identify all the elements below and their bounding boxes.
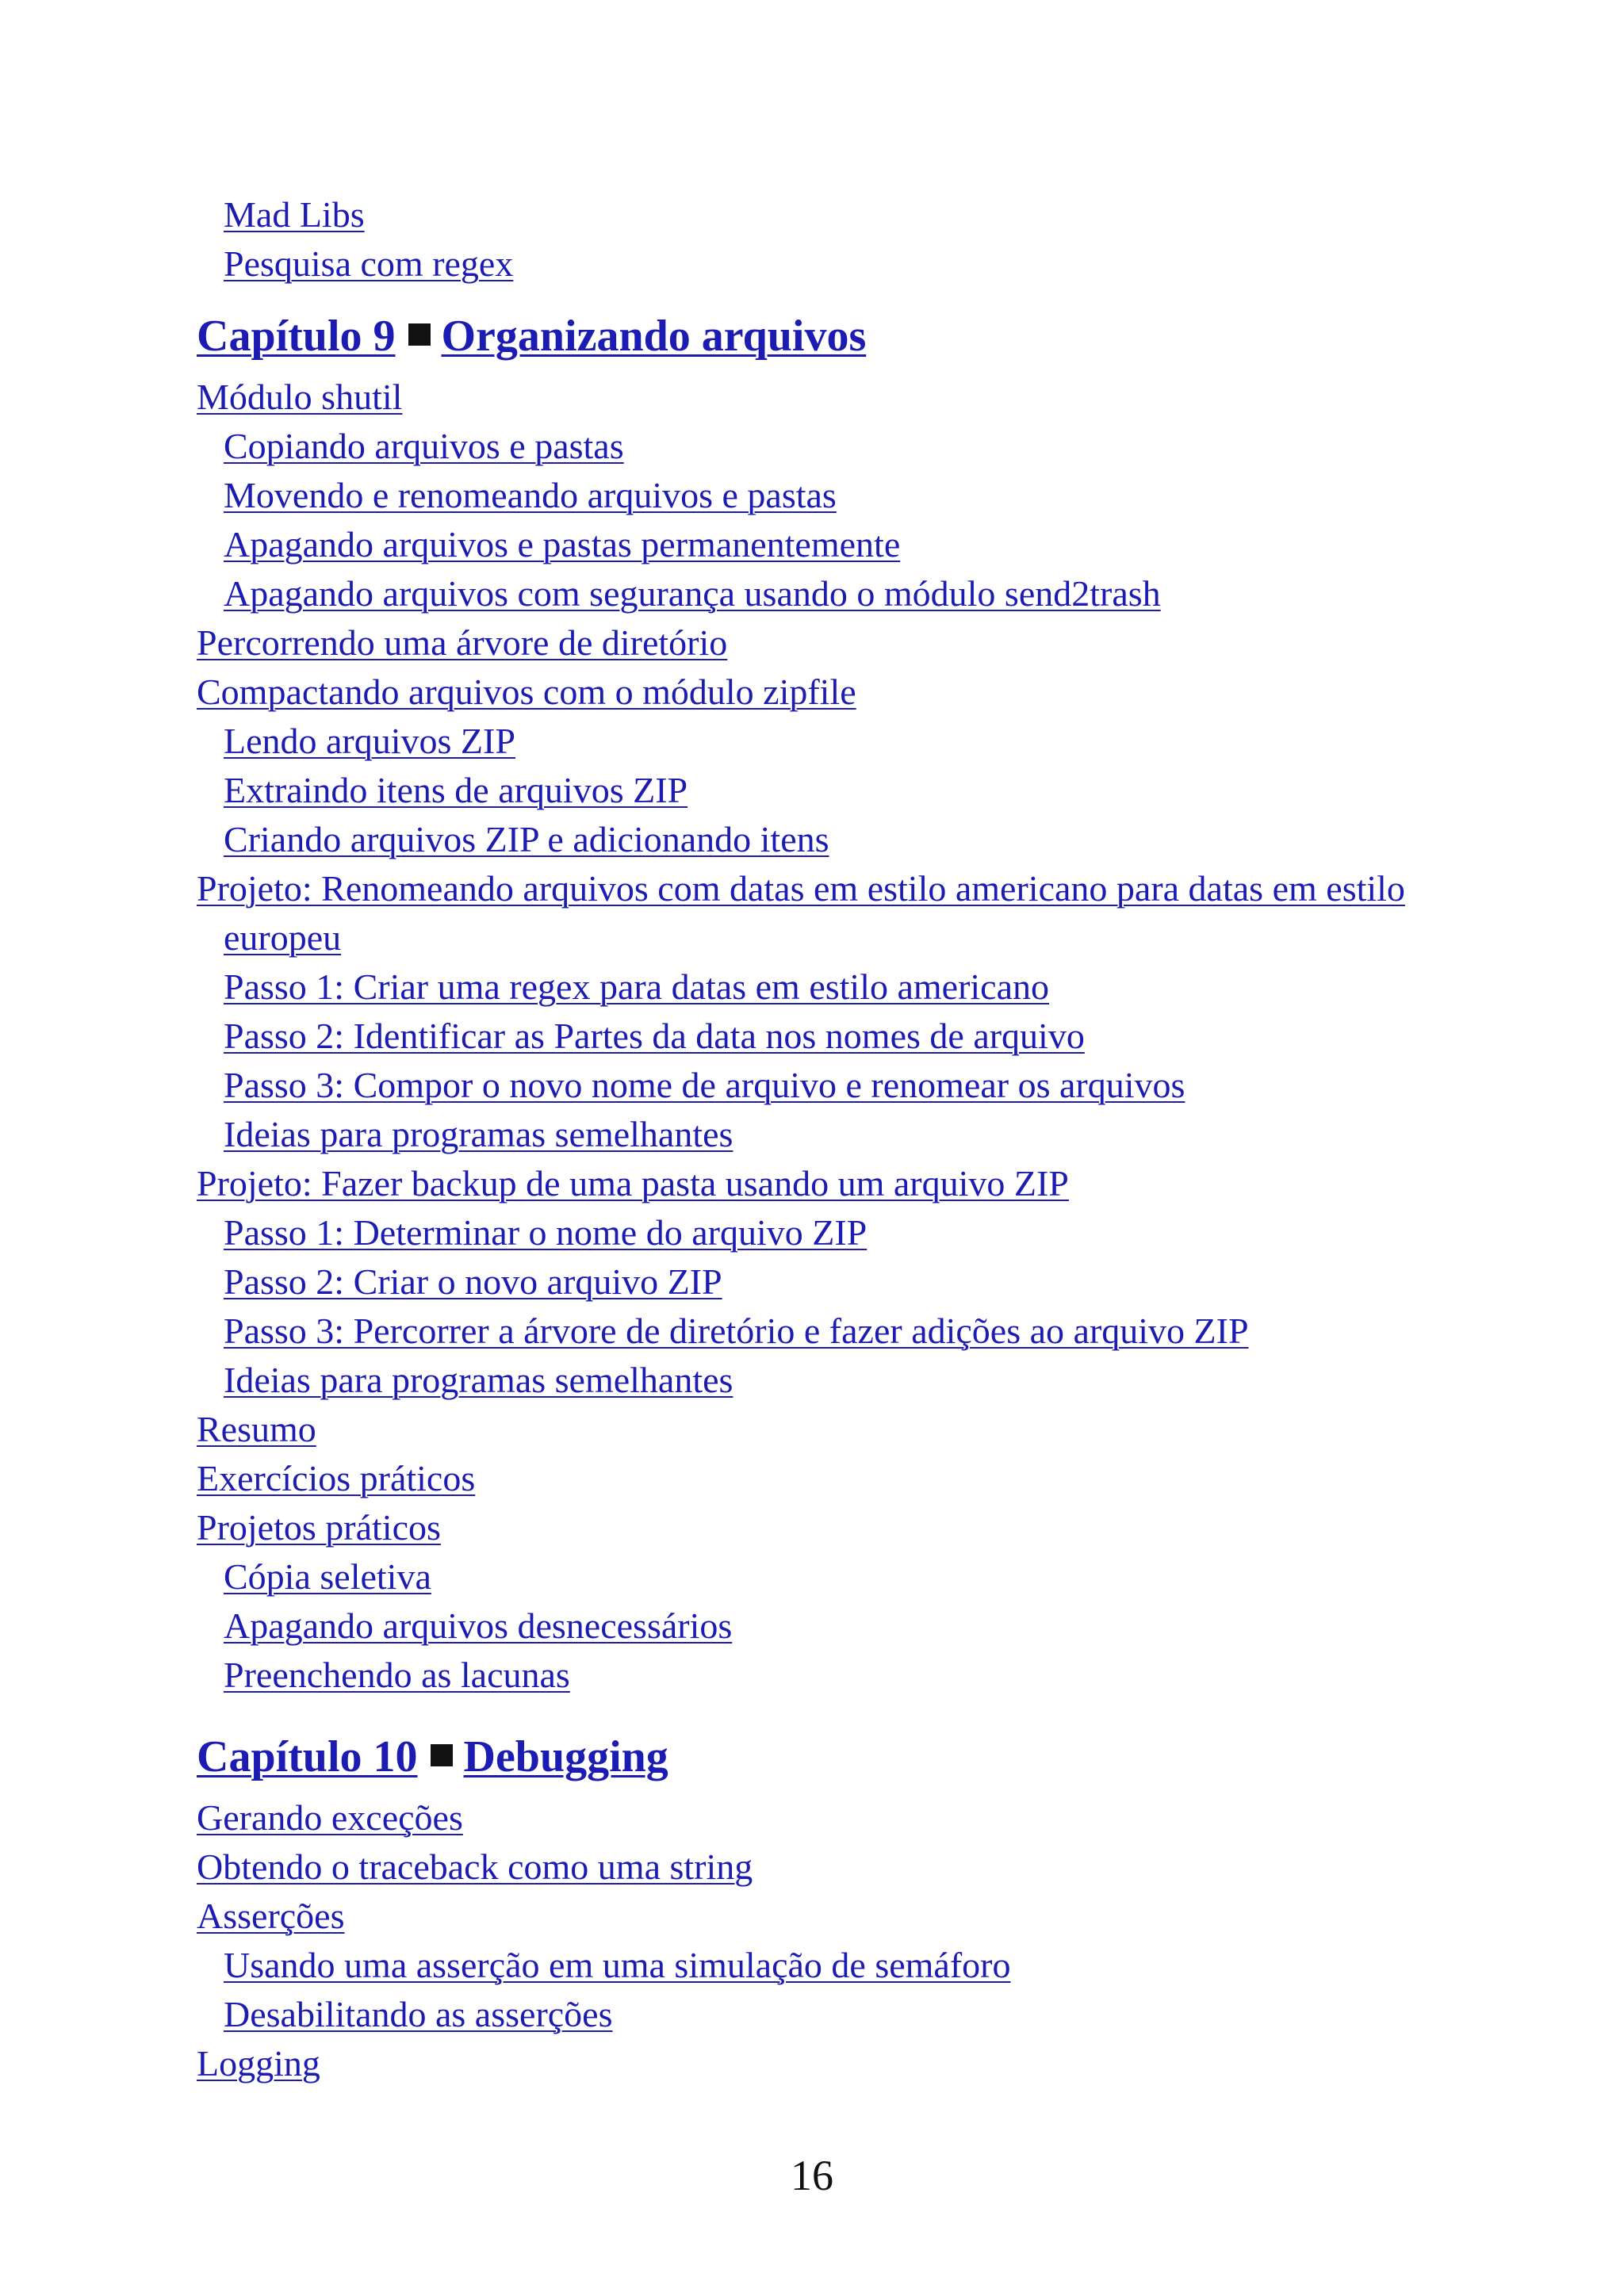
page-number: 16 [791, 2152, 833, 2199]
toc-item [197, 1892, 1497, 1941]
toc-item [197, 2039, 1497, 2088]
toc-link[interactable]: Passo 3: Compor o novo nome de arquivo e renomear os arquivos [224, 1065, 1185, 1105]
chapter-9-number-link[interactable]: Capítulo 9 [197, 312, 396, 361]
toc-link[interactable]: Passo 2: Identificar as Partes da data nos nomes de arquivo [224, 1016, 1085, 1056]
toc-item [197, 1454, 1497, 1503]
toc-item [197, 1843, 1497, 1892]
toc-link-mad-libs[interactable]: Mad Libs [224, 194, 365, 235]
toc-item [197, 815, 1497, 864]
chapter-10-number-link[interactable]: Capítulo 10 [197, 1732, 418, 1781]
toc-link[interactable]: Logging [197, 2043, 320, 2084]
chapter-9-heading [197, 304, 1497, 368]
toc-link[interactable]: Usando uma asserção em uma simulação de semáforo [224, 1945, 1011, 1985]
toc-item [197, 1307, 1497, 1356]
toc-link[interactable]: Apagando arquivos desnecessários [224, 1605, 733, 1646]
toc-item [197, 668, 1497, 717]
toc-link[interactable]: Cópia seletiva [224, 1556, 431, 1597]
toc-link-pesquisa-com-regex[interactable]: Pesquisa com regex [224, 243, 514, 284]
toc-item [197, 190, 1497, 239]
toc-link[interactable]: Copiando arquivos e pastas [224, 426, 624, 466]
toc-item [197, 239, 1497, 289]
toc-link[interactable]: Exercícios práticos [197, 1458, 476, 1498]
toc-item [197, 422, 1497, 471]
toc-link[interactable]: Compactando arquivos com o módulo zipfile [197, 672, 856, 712]
toc-item [197, 520, 1497, 569]
chapter-9-title-link[interactable]: Organizando arquivos [441, 312, 867, 361]
toc-item [197, 864, 1497, 962]
square-bullet-icon [431, 1744, 453, 1766]
chapter-10-heading [197, 1725, 1497, 1789]
toc-link[interactable]: Passo 3: Percorrer a árvore de diretório e fazer adições ao arquivo ZIP [224, 1311, 1249, 1351]
chapter-10-title-link[interactable]: Debugging [463, 1732, 668, 1781]
toc-link[interactable]: Ideias para programas semelhantes [224, 1114, 733, 1154]
toc-item [197, 1990, 1497, 2039]
toc-link[interactable]: Preenchendo as lacunas [224, 1655, 570, 1695]
toc-item [197, 1159, 1497, 1208]
toc-item [197, 1110, 1497, 1159]
toc-link[interactable]: Asserções [197, 1896, 345, 1936]
toc-link[interactable]: Passo 2: Criar o novo arquivo ZIP [224, 1261, 722, 1302]
toc-item [197, 962, 1497, 1012]
toc-item [197, 373, 1497, 422]
toc-item [197, 1257, 1497, 1307]
toc-link[interactable]: Obtendo o traceback como uma string [197, 1846, 753, 1887]
toc-link[interactable]: Extraindo itens de arquivos ZIP [224, 770, 688, 810]
toc-item [197, 1651, 1497, 1700]
toc-link[interactable]: Criando arquivos ZIP e adicionando itens [224, 819, 829, 859]
toc-link[interactable]: Apagando arquivos e pastas permanentemente [224, 524, 901, 564]
toc-link[interactable]: Módulo shutil [197, 377, 403, 417]
toc-link[interactable]: Apagando arquivos com segurança usando o módulo send2trash [224, 573, 1161, 614]
square-bullet-icon [408, 323, 431, 346]
toc-item [197, 471, 1497, 520]
toc-item [197, 1208, 1497, 1257]
toc-link[interactable]: Lendo arquivos ZIP [224, 721, 515, 761]
toc-item [197, 1356, 1497, 1405]
toc-item [197, 717, 1497, 766]
toc-item [197, 1405, 1497, 1454]
toc-item [197, 1601, 1497, 1651]
toc-link[interactable]: Passo 1: Criar uma regex para datas em estilo americano [224, 966, 1050, 1007]
toc-item [197, 1503, 1497, 1552]
toc-link[interactable]: Gerando exceções [197, 1797, 463, 1838]
toc-page [197, 190, 1497, 2088]
toc-link[interactable]: Passo 1: Determinar o nome do arquivo ZIP [224, 1212, 868, 1253]
toc-link[interactable]: Projeto: Renomeando arquivos com datas em estilo americano para datas em estilo europeu [197, 868, 1405, 958]
toc-item [197, 1061, 1497, 1110]
toc-link[interactable]: Resumo [197, 1409, 316, 1449]
toc-link[interactable]: Percorrendo uma árvore de diretório [197, 622, 728, 663]
toc-item [197, 1793, 1497, 1843]
toc-item [197, 1941, 1497, 1990]
toc-item [197, 1552, 1497, 1601]
toc-link[interactable]: Movendo e renomeando arquivos e pastas [224, 475, 837, 515]
toc-item [197, 1012, 1497, 1061]
toc-link[interactable]: Ideias para programas semelhantes [224, 1360, 733, 1400]
toc-link[interactable]: Projeto: Fazer backup de uma pasta usando um arquivo ZIP [197, 1163, 1069, 1203]
toc-item [197, 569, 1497, 618]
toc-item [197, 618, 1497, 668]
toc-link[interactable]: Desabilitando as asserções [224, 1994, 613, 2034]
toc-link[interactable]: Projetos práticos [197, 1507, 441, 1548]
toc-item [197, 766, 1497, 815]
